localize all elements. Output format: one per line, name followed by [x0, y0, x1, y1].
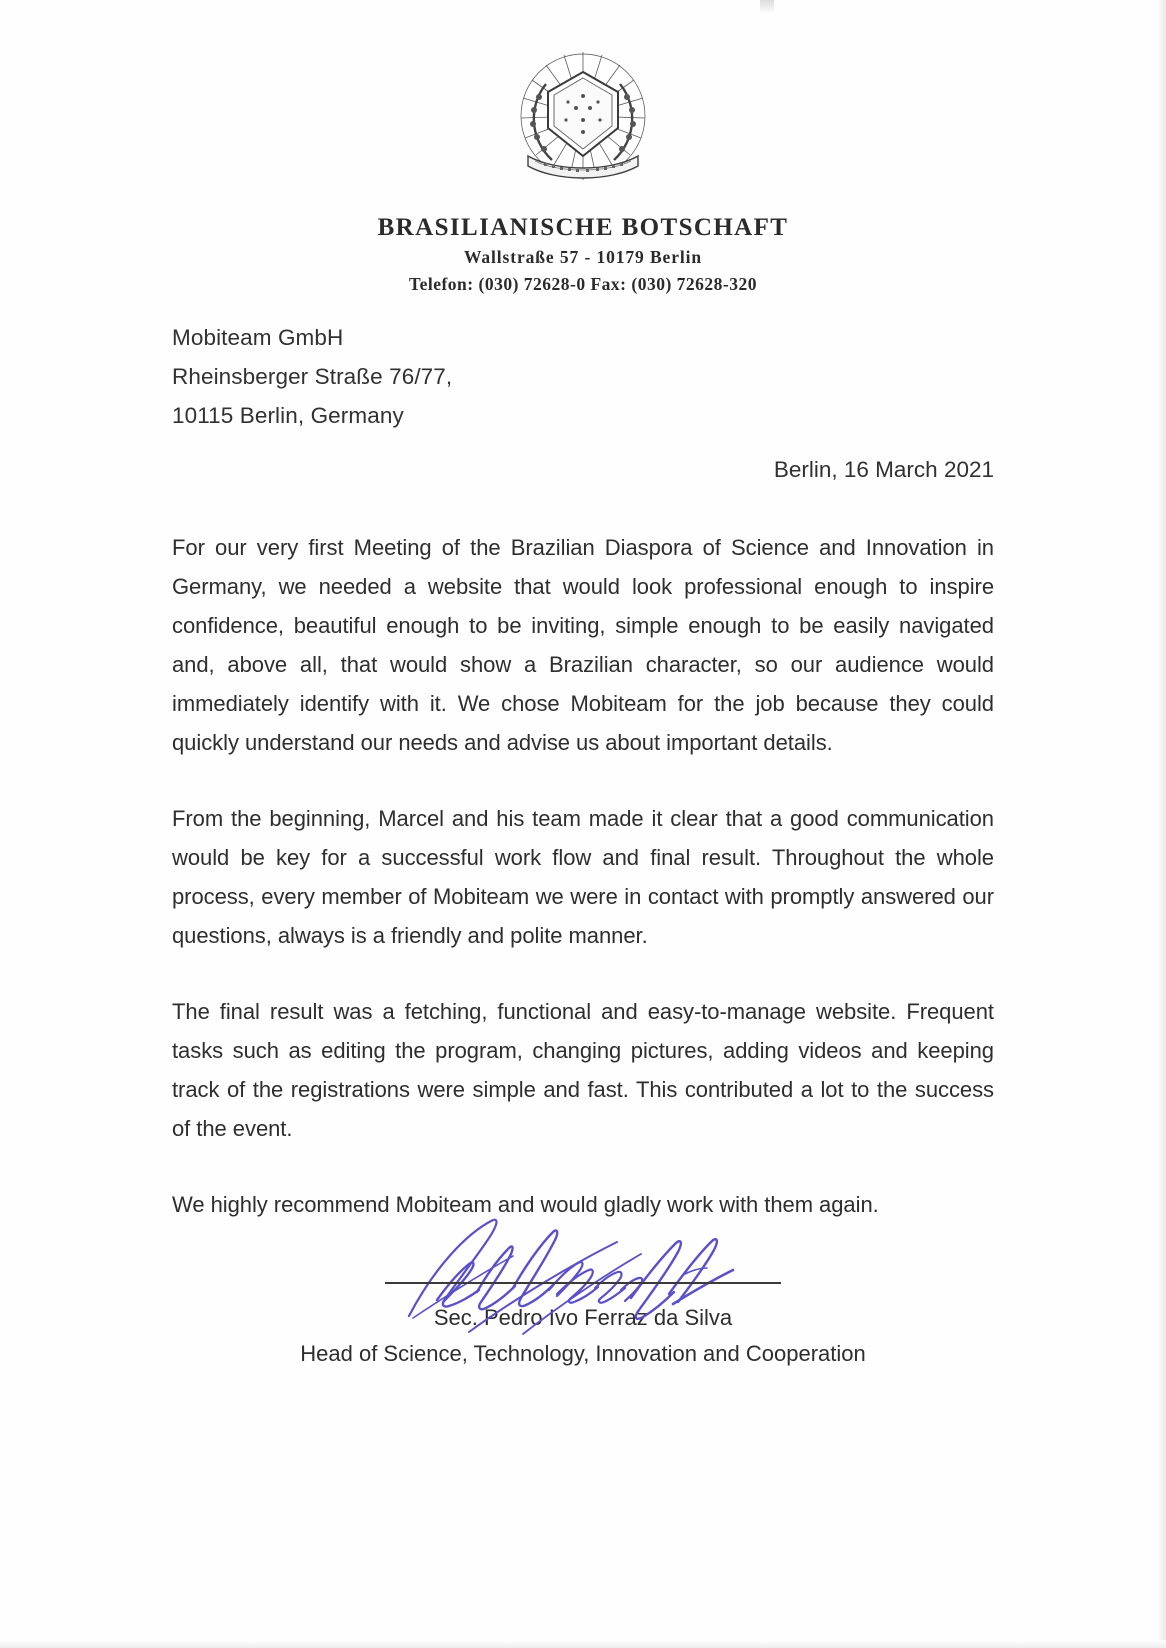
signature-canvas — [0, 1208, 1166, 1298]
letterhead-organization: BRASILIANISCHE BOTSCHAFT — [377, 214, 789, 241]
letterhead-phone: Telefon: (030) 72628-0 Fax: (030) 72628-320 — [409, 273, 757, 294]
dateline: Berlin, 16 March 2021 — [773, 457, 994, 482]
letterhead — [0, 212, 1166, 297]
scan-edge-bottom — [0, 1640, 1166, 1648]
signature-title: Head of Science, Technology, Innovation and Cooperation — [300, 1341, 866, 1366]
recipient-line-street: Rheinsberger Straße 76/77, — [172, 364, 453, 389]
signature-name: Sec. Pedro Ivo Ferraz da Silva — [433, 1305, 733, 1330]
recipient-line-city: 10115 Berlin, Germany — [172, 403, 404, 428]
paragraph-2: From the beginning, Marcel and his team made it clear that a good communication would be key for a successful work flow and final result. Throughout the whole process, every member of Mobiteam we were in contact with promptly answered our questions, always is a friendly and polite manner. — [172, 806, 994, 948]
handwritten-signature-icon — [373, 1208, 793, 1338]
scan-artifact-top — [760, 0, 774, 14]
paragraph-3: The final result was a fetching, functional and easy-to-manage website. Frequent tasks such as editing the program, changing pictures, adding videos and keeping track of the registrations were simple and fast. This contributed a lot to the success of the event. — [172, 999, 994, 1141]
brazil-coat-of-arms-icon — [0, 44, 1166, 194]
signature-block — [0, 1208, 1166, 1372]
paragraph-4: We highly recommend Mobiteam and would gladly work with them again. — [172, 1192, 879, 1217]
recipient-line-company: Mobiteam GmbH — [172, 325, 344, 350]
recipient-address-block — [172, 318, 994, 435]
letterhead-address: Wallstraße 57 - 10179 Berlin — [463, 247, 703, 268]
letter-body — [172, 318, 994, 1246]
signature-rule — [385, 1282, 781, 1284]
paragraph-1: For our very first Meeting of the Brazilian Diaspora of Science and Innovation in Germany, we needed a website that would look professional enough to inspire confidence, beautiful enough to be inviting, simple enough to be easily navigated and, above all, that would show a Brazilian character, so our audience would immediately identify with it. We chose Mobiteam for the job because they could quickly understand our needs and advise us about important details. — [172, 535, 994, 755]
